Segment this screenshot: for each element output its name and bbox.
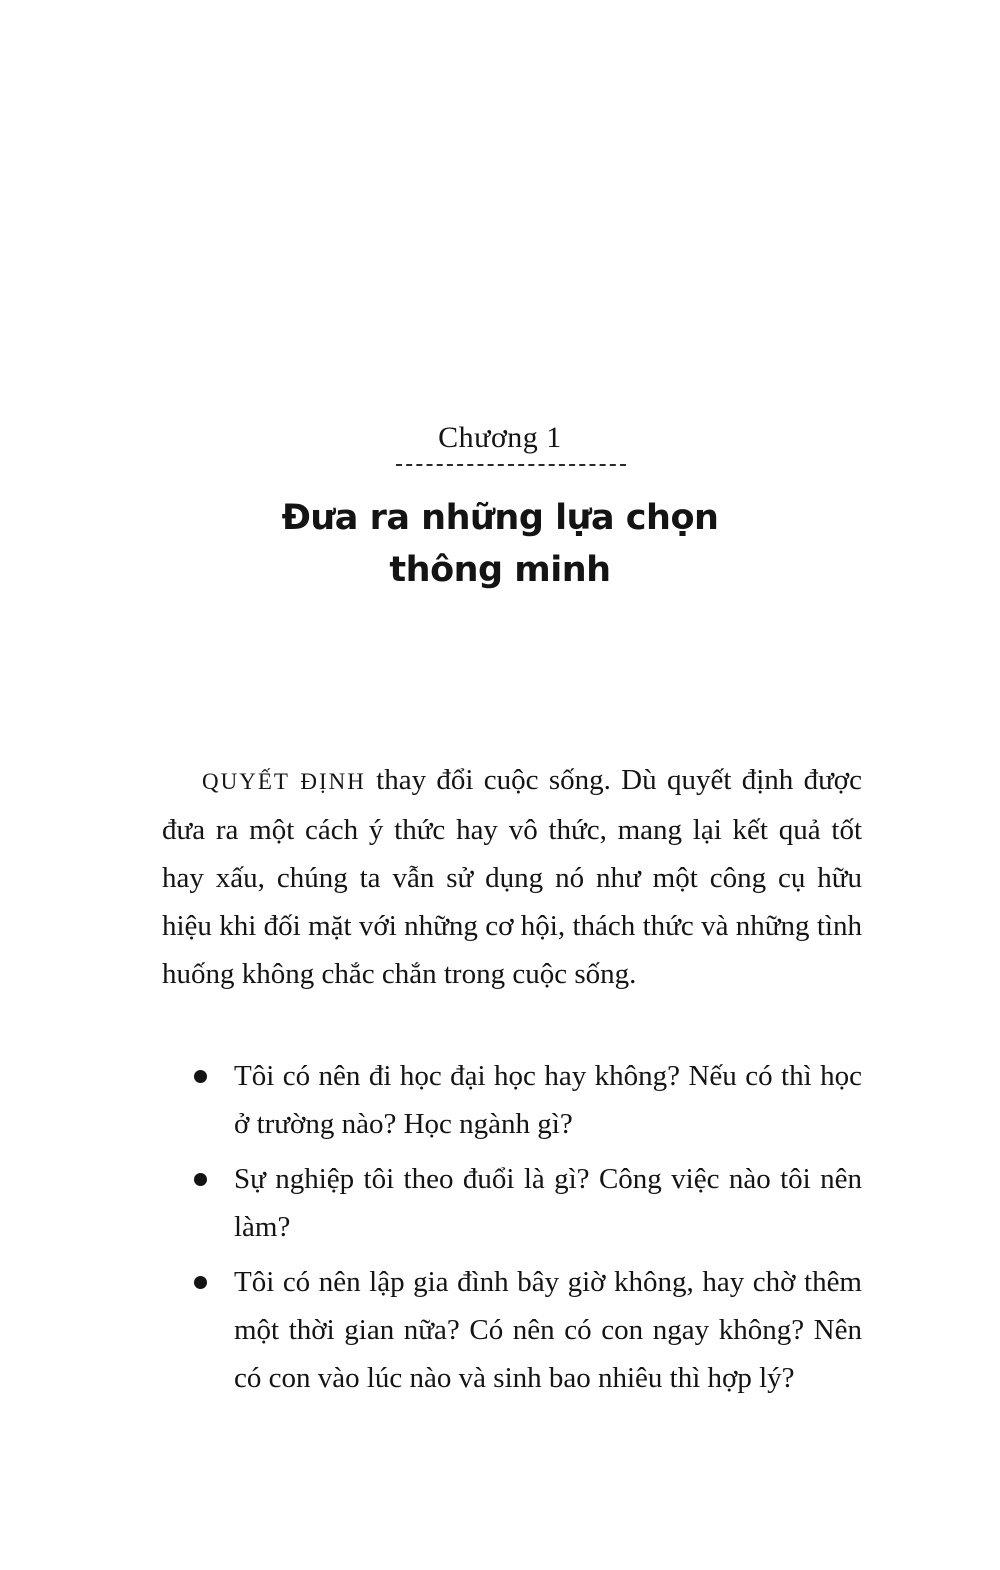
list-item-text: Sự nghiệp tôi theo đuổi là gì? Công việc nào tôi nên làm?: [234, 1163, 862, 1243]
list-item-text: Tôi có nên lập gia đình bây giờ không, hay chờ thêm một thời gian nữa? Có nên có con ngay không? Nên có con vào lúc nào và sinh bao nhiêu thì hợp lý?: [234, 1266, 862, 1394]
question-list: [162, 1052, 862, 1409]
intro-paragraph: [162, 756, 862, 998]
bullet-icon: [194, 1070, 207, 1083]
chapter-divider: [396, 464, 626, 466]
bullet-icon: [194, 1173, 207, 1186]
chapter-title-line-1: Đưa ra những lựa chọn: [281, 498, 719, 538]
list-item: [162, 1155, 862, 1251]
list-item: [162, 1258, 862, 1402]
bullet-icon: [194, 1276, 207, 1289]
list-item: [162, 1052, 862, 1148]
intro-text: thay đổi cuộc sống. Dù quyết định được đưa ra một cách ý thức hay vô thức, mang lại kết quả tốt hay xấu, chúng ta vẫn sử dụng nó như một công cụ hữu hiệu khi đối mặt với những cơ hội, thách thức và những tình huống không chắc chắn trong cuộc sống.: [162, 764, 862, 990]
chapter-label: Chương 1: [438, 421, 562, 454]
intro-paragraph-block: [162, 756, 862, 998]
list-item-text: Tôi có nên đi học đại học hay không? Nếu có thì học ở trường nào? Học ngành gì?: [234, 1060, 862, 1140]
chapter-title-line-2: thông minh: [389, 550, 611, 590]
lead-in-smallcaps: QUYẾT ĐỊNH: [202, 769, 366, 794]
chapter-title: [0, 492, 1000, 596]
